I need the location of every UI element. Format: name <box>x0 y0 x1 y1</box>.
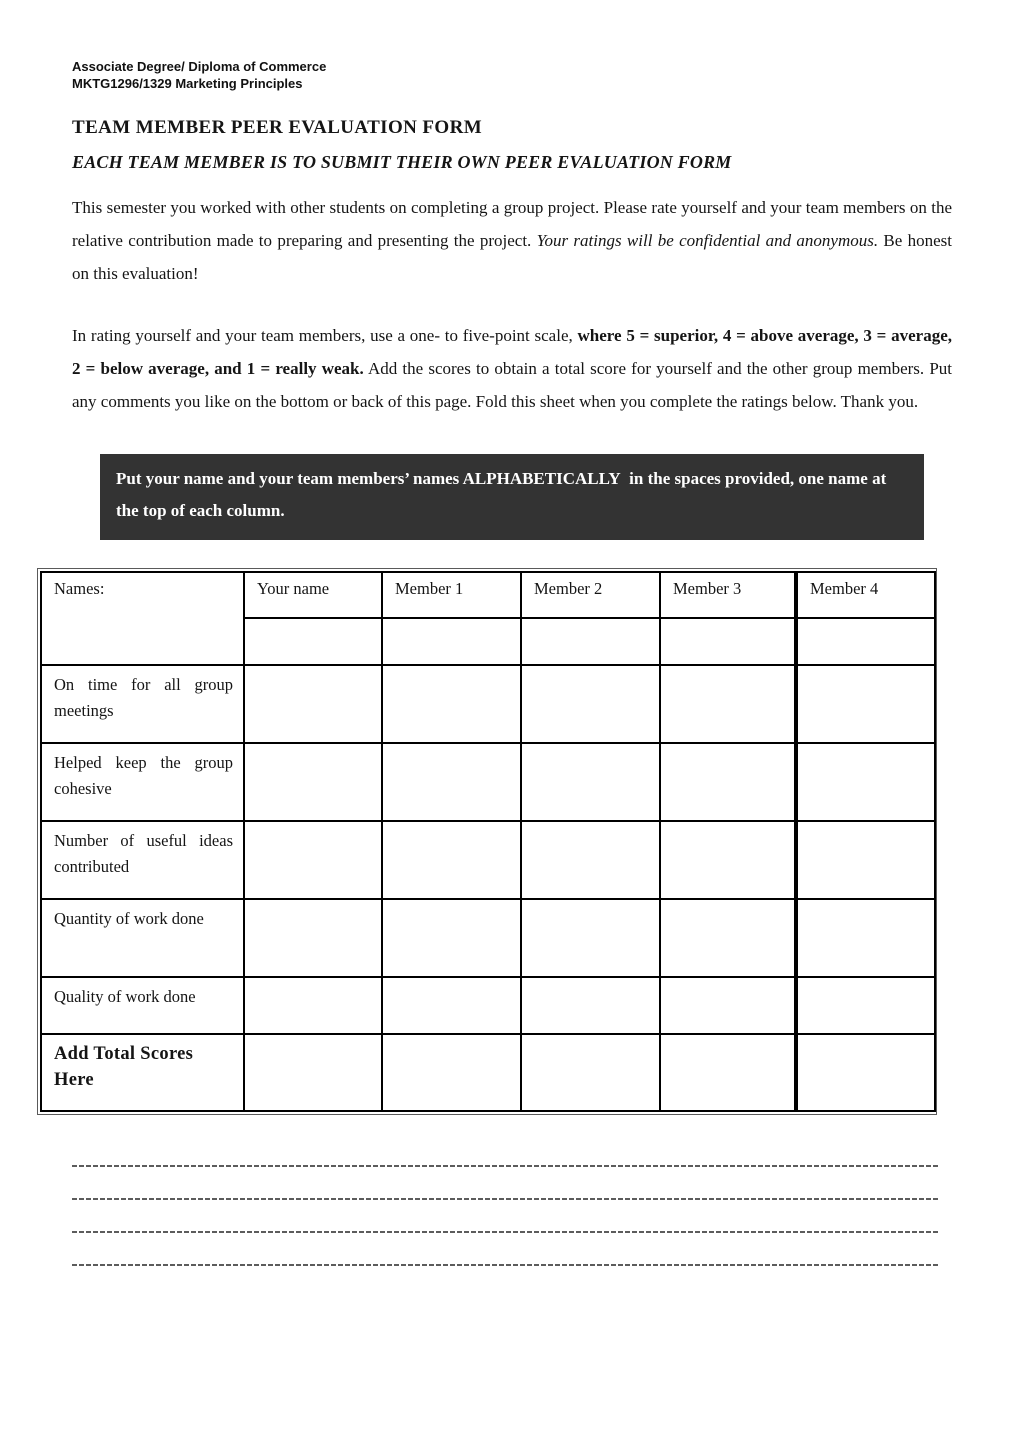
column-header-your-name: Your name <box>244 572 382 618</box>
score-cell[interactable] <box>796 743 935 821</box>
intro-text-start: This semester you worked with other students on completing a group project. Please rate yourself and your team members on the relative contribution made to preparing and presenting the project. <box>72 198 952 250</box>
table-row-ideas <box>41 821 935 899</box>
score-cell[interactable] <box>382 977 521 1034</box>
score-cell[interactable] <box>521 743 660 821</box>
total-score-cell[interactable] <box>660 1034 796 1111</box>
total-score-cell[interactable] <box>796 1034 935 1111</box>
score-cell[interactable] <box>382 743 521 821</box>
score-cell[interactable] <box>660 821 796 899</box>
row-label-cohesive: Helped keep the group cohesive <box>41 743 244 821</box>
score-cell[interactable] <box>796 899 935 977</box>
column-header-member-3: Member 3 <box>660 572 796 618</box>
form-subtitle: EACH TEAM MEMBER IS TO SUBMIT THEIR OWN PEER EVALUATION FORM <box>72 152 732 172</box>
row-label-ideas: Number of useful ideas contributed <box>41 821 244 899</box>
comment-line[interactable] <box>72 1264 940 1266</box>
total-score-cell[interactable] <box>244 1034 382 1111</box>
intro-paragraph <box>72 191 952 290</box>
score-cell[interactable] <box>660 743 796 821</box>
table-row-quality <box>41 977 935 1034</box>
score-cell[interactable] <box>796 665 935 743</box>
score-cell[interactable] <box>660 665 796 743</box>
score-cell[interactable] <box>382 665 521 743</box>
column-header-member-4: Member 4 <box>796 572 935 618</box>
header-row <box>41 572 935 618</box>
score-cell[interactable] <box>521 899 660 977</box>
row-label-on-time: On time for all group meetings <box>41 665 244 743</box>
names-header-cell: Names: <box>41 572 244 665</box>
row-label-quantity: Quantity of work done <box>41 899 244 977</box>
score-cell[interactable] <box>521 665 660 743</box>
instructions-paragraph <box>72 319 952 418</box>
score-cell[interactable] <box>660 977 796 1034</box>
score-cell[interactable] <box>244 899 382 977</box>
score-cell[interactable] <box>660 899 796 977</box>
column-header-member-2: Member 2 <box>521 572 660 618</box>
score-cell[interactable] <box>382 899 521 977</box>
score-cell[interactable] <box>244 743 382 821</box>
course-name: Associate Degree/ Diploma of Commerce <box>72 59 327 74</box>
score-cell[interactable] <box>796 977 935 1034</box>
comment-line[interactable] <box>72 1165 940 1167</box>
name-entry-cell-member-2[interactable] <box>521 618 660 665</box>
alphabetical-notice: Put your name and your team members’ names ALPHABETICALLY in the spaces provided, one name at the top of each column. <box>100 454 924 540</box>
course-header <box>72 58 952 92</box>
score-cell[interactable] <box>244 665 382 743</box>
table-row-quantity <box>41 899 935 977</box>
total-score-cell[interactable] <box>521 1034 660 1111</box>
table-row-cohesive <box>41 743 935 821</box>
comments-area <box>72 1165 940 1266</box>
table-row-on-time <box>41 665 935 743</box>
form-title: TEAM MEMBER PEER EVALUATION FORM <box>72 117 483 138</box>
score-cell[interactable] <box>521 821 660 899</box>
score-cell[interactable] <box>796 821 935 899</box>
name-entry-cell-member-3[interactable] <box>660 618 796 665</box>
row-label-quality: Quality of work done <box>41 977 244 1034</box>
score-cell[interactable] <box>244 977 382 1034</box>
instructions-text-end: Add the scores to obtain a total score for yourself and the other group members. Put any comments you like on the bottom or back of this page. Fold this sheet when you complete the ratings below. Thank you. <box>72 359 952 411</box>
course-code: MKTG1296/1329 Marketing Principles <box>72 76 303 91</box>
score-cell[interactable] <box>382 821 521 899</box>
name-entry-cell-member-4[interactable] <box>796 618 935 665</box>
intro-text-end: Be honest on this evaluation! <box>72 231 952 283</box>
instructions-text-start: In rating yourself and your team members, use a one- to five-point scale, <box>72 326 578 345</box>
comment-line[interactable] <box>72 1198 940 1200</box>
row-label-total-scores: Add Total Scores Here <box>41 1034 244 1111</box>
evaluation-table <box>37 568 937 1115</box>
intro-italic-text: Your ratings will be confidential and anonymous. <box>536 231 879 250</box>
column-header-member-1: Member 1 <box>382 572 521 618</box>
comment-line[interactable] <box>72 1231 940 1233</box>
score-cell[interactable] <box>244 821 382 899</box>
total-score-cell[interactable] <box>382 1034 521 1111</box>
score-cell[interactable] <box>521 977 660 1034</box>
instructions-scale-text: where 5 = superior, 4 = above average, 3 = average, 2 = below average, and 1 = really weak. <box>72 326 953 378</box>
name-entry-cell-member-1[interactable] <box>382 618 521 665</box>
table-row-total <box>41 1034 935 1111</box>
name-entry-cell-your-name[interactable] <box>244 618 382 665</box>
